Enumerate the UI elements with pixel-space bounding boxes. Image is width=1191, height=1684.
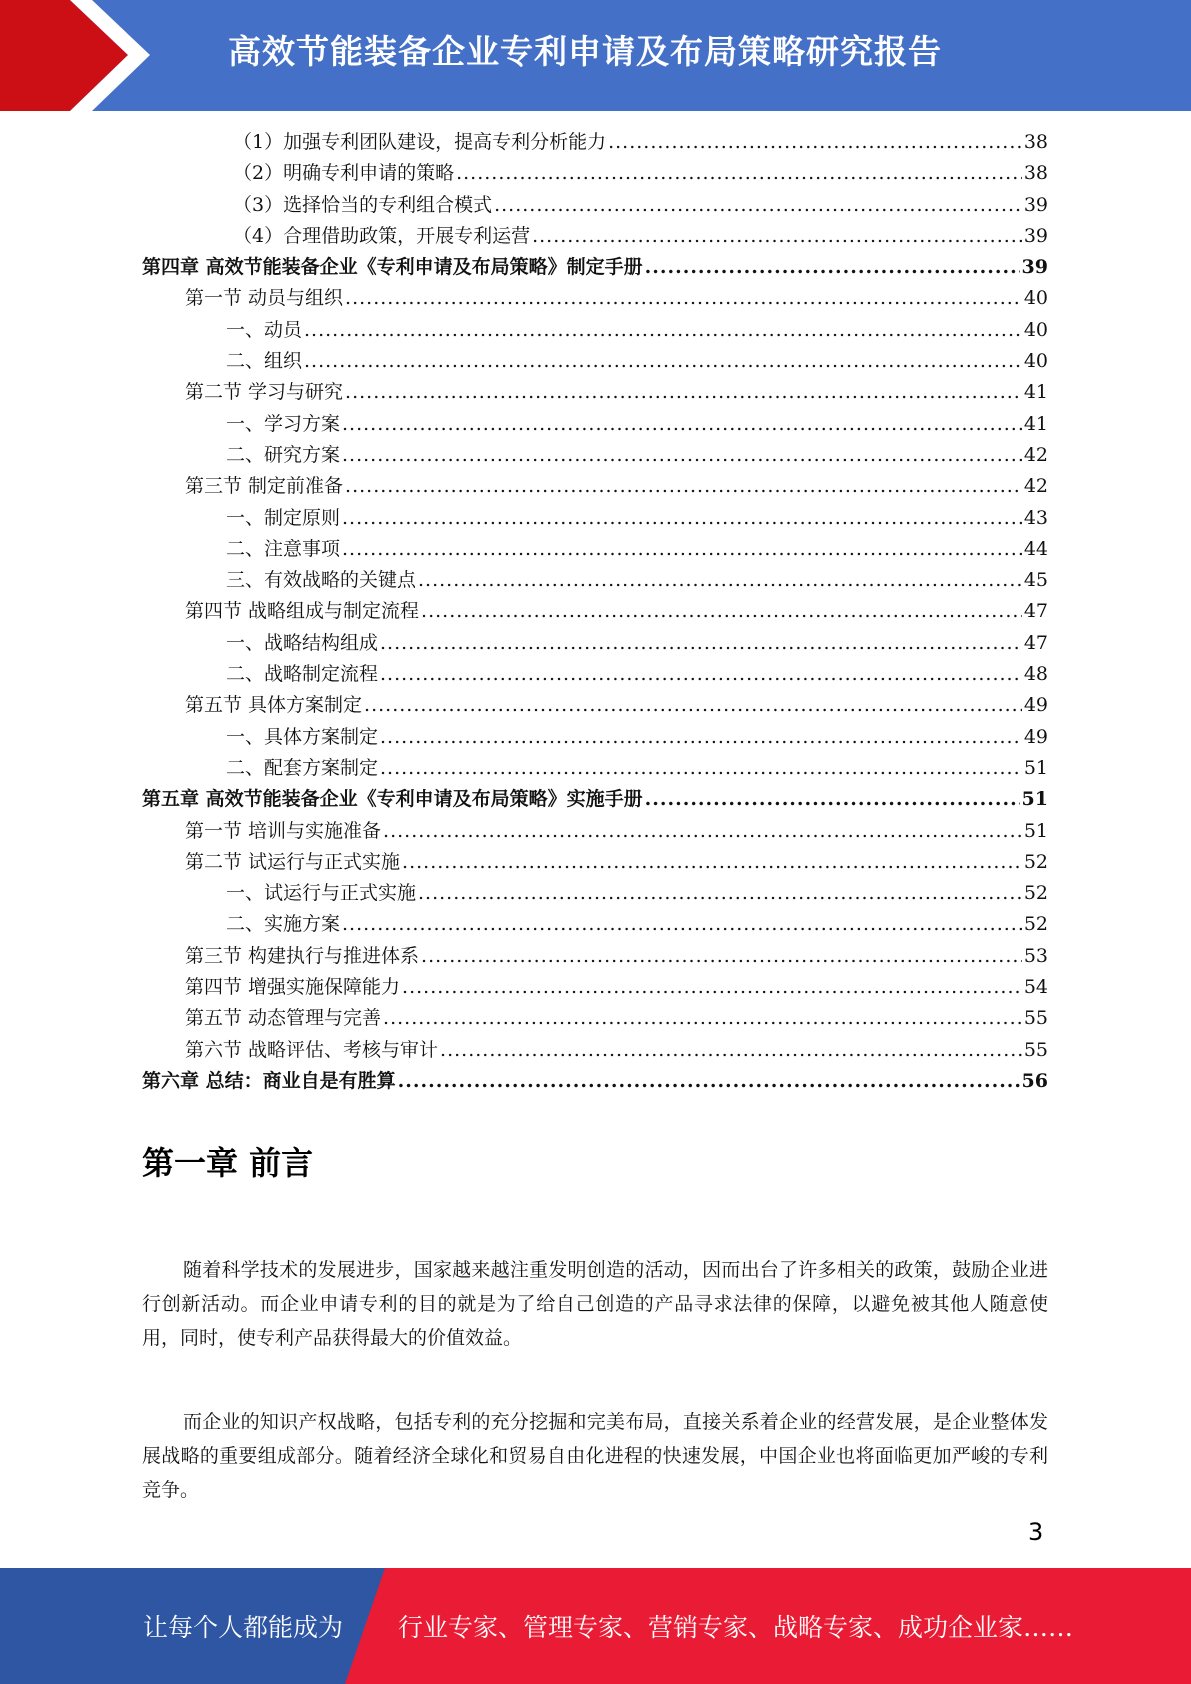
toc-entry[interactable] [142, 659, 1048, 690]
header-red-arrow-icon [0, 0, 160, 111]
toc-leader-dots [398, 1066, 1020, 1097]
toc-leader-dots [342, 534, 1022, 565]
toc-entry-label: 二、组织 [226, 350, 303, 373]
toc-entry[interactable] [142, 565, 1048, 596]
toc-entry[interactable] [142, 409, 1048, 440]
toc-leader-dots [421, 596, 1022, 627]
footer-slogan-left: 让每个人都能成为 [143, 1613, 344, 1642]
toc-leader-dots [345, 283, 1022, 314]
toc-leader-dots [342, 409, 1022, 440]
toc-entry-page: 40 [1023, 350, 1048, 373]
toc-entry-page: 41 [1023, 381, 1048, 404]
toc-entry-label: 一、具体方案制定 [226, 725, 379, 748]
toc-leader-dots [402, 972, 1022, 1003]
toc-entry-page: 40 [1023, 318, 1048, 341]
toc-entry-label: （1）加强专利团队建设，提高专利分析能力 [233, 131, 607, 153]
toc-entry-page: 39 [1023, 224, 1048, 247]
toc-leader-dots [345, 471, 1022, 502]
toc-entry[interactable] [142, 127, 1048, 158]
toc-entry-page: 52 [1023, 850, 1048, 873]
toc-entry[interactable] [142, 753, 1048, 784]
toc-entry-label: 二、注意事项 [226, 537, 341, 560]
toc-section-entry[interactable] [142, 972, 1048, 1003]
toc-section-entry[interactable] [142, 690, 1048, 721]
toc-entry-label: 三、有效战略的关键点 [226, 569, 417, 592]
toc-entry-label: 第五章 高效节能装备企业《专利申请及布局策略》实施手册 [142, 788, 643, 811]
toc-entry-page: 41 [1023, 412, 1048, 435]
toc-section-entry[interactable] [142, 1035, 1048, 1066]
toc-entry[interactable] [142, 315, 1048, 346]
toc-entry-page: 51 [1021, 788, 1048, 811]
toc-entry-page: 52 [1023, 882, 1048, 905]
toc-leader-dots [645, 784, 1020, 815]
toc-entry-label: 第二节 学习与研究 [185, 381, 344, 404]
toc-entry[interactable] [142, 190, 1048, 221]
footer-slogan-right: 行业专家、管理专家、营销专家、战略专家、成功企业家…… [398, 1613, 1074, 1642]
toc-leader-dots [383, 816, 1022, 847]
toc-leader-dots [345, 377, 1022, 408]
toc-leader-dots [342, 909, 1022, 940]
toc-entry[interactable] [142, 878, 1048, 909]
toc-section-entry[interactable] [142, 283, 1048, 314]
toc-entry-label: 第二节 试运行与正式实施 [185, 850, 401, 873]
toc-leader-dots [383, 1003, 1022, 1034]
toc-leader-dots [380, 722, 1022, 753]
toc-entry[interactable] [142, 909, 1048, 940]
toc-entry-page: 48 [1023, 663, 1048, 686]
toc-section-entry[interactable] [142, 377, 1048, 408]
toc-leader-dots [380, 628, 1022, 659]
toc-leader-dots [608, 127, 1022, 158]
toc-entry[interactable] [142, 346, 1048, 377]
toc-entry-label: 第六章 总结：商业自是有胜算 [142, 1069, 396, 1092]
toc-entry-label: 一、动员 [226, 318, 303, 341]
toc-leader-dots [380, 753, 1022, 784]
toc-entry-label: 第一节 动员与组织 [185, 287, 344, 310]
toc-entry-label: 一、学习方案 [226, 412, 341, 435]
toc-entry-label: （2）明确专利申请的策略 [233, 162, 455, 185]
toc-section-entry[interactable] [142, 941, 1048, 972]
toc-entry[interactable] [142, 503, 1048, 534]
toc-entry-page: 38 [1023, 162, 1048, 185]
toc-entry[interactable] [142, 628, 1048, 659]
toc-entry-label: 第五节 动态管理与完善 [185, 1007, 382, 1030]
toc-entry-page: 42 [1023, 443, 1048, 466]
toc-entry[interactable] [142, 221, 1048, 252]
toc-entry-page: 49 [1023, 725, 1048, 748]
toc-leader-dots [304, 346, 1022, 377]
toc-leader-dots [402, 847, 1022, 878]
toc-entry[interactable] [142, 158, 1048, 189]
toc-entry-label: （3）选择恰当的专利组合模式 [233, 193, 493, 216]
toc-entry-page: 53 [1023, 944, 1048, 967]
toc-entry-page: 51 [1023, 819, 1048, 842]
toc-entry-label: 第六节 战略评估、考核与审计 [185, 1038, 439, 1061]
body-paragraph: 随着科学技术的发展进步，国家越来越注重发明创造的活动，因而出台了许多相关的政策，鼓励企业进行创新活动。而企业申请专利的目的就是为了给自己创造的产品寻求法律的保障，以避免被其他人随意使用，同时，使专利产品获得最大的价值效益。 [142, 1259, 1048, 1349]
toc-entry-page: 38 [1023, 131, 1048, 153]
toc-entry-page: 45 [1023, 569, 1048, 592]
toc-entry[interactable] [142, 534, 1048, 565]
toc-entry-page: 47 [1023, 631, 1048, 654]
toc-entry-label: 第一节 培训与实施准备 [185, 819, 382, 842]
toc-entry-page: 55 [1023, 1038, 1048, 1061]
toc-leader-dots [364, 690, 1022, 721]
toc-leader-dots [532, 221, 1022, 252]
toc-leader-dots [380, 659, 1022, 690]
toc-leader-dots [645, 252, 1020, 283]
page-header [0, 0, 1191, 111]
toc-entry[interactable] [142, 440, 1048, 471]
toc-section-entry[interactable] [142, 847, 1048, 878]
toc-entry-page: 54 [1023, 976, 1048, 999]
chapter-title: 第一章 前言 [142, 1144, 314, 1182]
toc-leader-dots [418, 878, 1022, 909]
toc-entry-label: 第三节 制定前准备 [185, 475, 344, 498]
toc-entry-page: 51 [1023, 756, 1048, 779]
toc-entry-page: 49 [1023, 694, 1048, 717]
toc-leader-dots [342, 440, 1022, 471]
toc-entry-page: 40 [1023, 287, 1048, 310]
toc-entry-label: 一、战略结构组成 [226, 631, 379, 654]
toc-entry-page: 39 [1021, 256, 1048, 279]
toc-leader-dots [421, 941, 1022, 972]
toc-chapter-entry[interactable] [142, 252, 1048, 283]
body-paragraph: 而企业的知识产权战略，包括专利的充分挖掘和完美布局，直接关系着企业的经营发展，是企业整体发展战略的重要组成部分。随着经济全球化和贸易自由化进程的快速发展，中国企业也将面临更加严峻的专利竞争。 [142, 1411, 1048, 1501]
toc-section-entry[interactable] [142, 816, 1048, 847]
toc-entry-page: 55 [1023, 1007, 1048, 1030]
toc-entry-label: （4）合理借助政策，开展专利运营 [233, 224, 531, 247]
toc-entry-page: 39 [1023, 193, 1048, 216]
toc-section-entry[interactable] [142, 596, 1048, 627]
toc-entry-page: 42 [1023, 475, 1048, 498]
toc-section-entry[interactable] [142, 1003, 1048, 1034]
header-title: 高效节能装备企业专利申请及布局策略研究报告 [228, 32, 942, 71]
toc-entry-label: 第四节 增强实施保障能力 [185, 976, 401, 999]
toc-entry-label: 一、制定原则 [226, 506, 341, 529]
toc-leader-dots [494, 190, 1022, 221]
toc-leader-dots [304, 315, 1022, 346]
toc-entry-label: 第三节 构建执行与推进体系 [185, 944, 420, 967]
toc-leader-dots [418, 565, 1022, 596]
page-number: 3 [1028, 1518, 1044, 1546]
toc-entry-page: 52 [1023, 913, 1048, 936]
toc-entry-label: 二、战略制定流程 [226, 663, 379, 686]
toc-entry-page: 56 [1021, 1069, 1048, 1092]
toc-entry-page: 43 [1023, 506, 1048, 529]
toc-entry-label: 第四章 高效节能装备企业《专利申请及布局策略》制定手册 [142, 256, 643, 279]
toc-entry-label: 第五节 具体方案制定 [185, 694, 363, 717]
toc-entry-label: 二、研究方案 [226, 443, 341, 466]
toc-entry-label: 第四节 战略组成与制定流程 [185, 600, 420, 623]
table-of-contents [142, 127, 1048, 1097]
toc-entry-page: 44 [1023, 537, 1048, 560]
toc-entry[interactable] [142, 722, 1048, 753]
toc-section-entry[interactable] [142, 471, 1048, 502]
page-footer [0, 1568, 1191, 1684]
toc-leader-dots [456, 158, 1022, 189]
toc-chapter-entry[interactable] [142, 1066, 1048, 1097]
toc-entry-page: 47 [1023, 600, 1048, 623]
toc-leader-dots [440, 1035, 1022, 1066]
toc-entry-label: 二、实施方案 [226, 913, 341, 936]
toc-leader-dots [342, 503, 1022, 534]
toc-entry-label: 二、配套方案制定 [226, 756, 379, 779]
toc-entry-label: 一、试运行与正式实施 [226, 882, 417, 905]
toc-chapter-entry[interactable] [142, 784, 1048, 815]
